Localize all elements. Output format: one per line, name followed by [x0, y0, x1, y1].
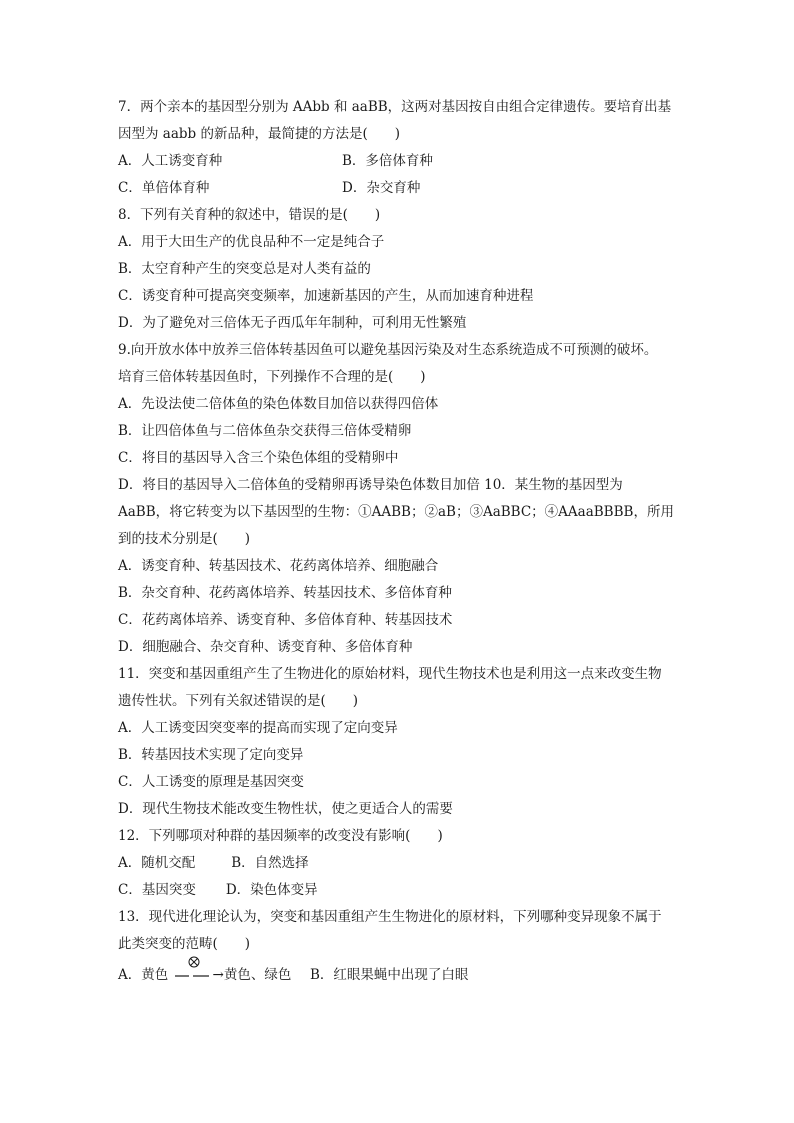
q11-option-d[interactable]: D．现代生物技术能改变生物性状，使之更适合人的需要: [118, 801, 453, 817]
q11-stem-line-1: 11．突变和基因重组产生了生物进化的原始材料，现代生物技术也是利用这一点来改变生物: [118, 666, 662, 682]
q12-option-d[interactable]: D．染色体变异: [225, 882, 318, 898]
q12-options-row-1: [118, 850, 678, 877]
q9-option-a[interactable]: A．先设法使二倍体鱼的染色体数目加倍以获得四倍体: [118, 396, 439, 412]
selfing-arrow-icon: [173, 969, 213, 983]
q8-stem: 8．下列有关育种的叙述中，错误的是( ): [118, 207, 381, 223]
q10-stem-line-1: AaBB，将它转变为以下基因型的生物：①AABB；②aB；③AaBBC；④AAaaBBBB，所用: [118, 504, 674, 520]
q7-options-row-2: [118, 175, 678, 202]
q7-options-row-1: [118, 148, 678, 175]
q9-option-b[interactable]: B．让四倍体鱼与二倍体鱼杂交获得三倍体受精卵: [118, 423, 412, 439]
q8-option-b[interactable]: B．太空育种产生的突变总是对人类有益的: [118, 261, 371, 277]
q13-option-a-parent: A．黄色: [118, 967, 169, 983]
q13-stem-line-1: 13．现代进化理论认为，突变和基因重组产生生物进化的原材料，下列哪种变异现象不属于: [118, 909, 662, 925]
q13-option-a-result: →黄色、绿色: [212, 967, 292, 983]
q13-stem-line-2: 此类突变的范畴( ): [118, 936, 251, 952]
q7-stem-line-1: 7．两个亲本的基因型分别为 AAbb 和 aaBB，这两对基因按自由组合定律遗传。要培育出基: [118, 99, 672, 115]
q8-option-c[interactable]: C．诱变育种可提高突变频率，加速新基因的产生，从而加速育种进程: [118, 288, 534, 304]
q10-option-b[interactable]: B．杂交育种、花药离体培养、转基因技术、多倍体育种: [118, 585, 452, 601]
q10-stem-line-2: 到的技术分别是( ): [118, 531, 251, 547]
q13-option-b[interactable]: B．红眼果蝇中出现了白眼: [309, 967, 469, 983]
q9-stem-line-2: 培育三倍体转基因鱼时，下列操作不合理的是( ): [118, 369, 426, 385]
worksheet: [118, 94, 678, 989]
q10-option-a[interactable]: A．诱变育种、转基因技术、花药离体培养、细胞融合: [118, 558, 439, 574]
q9-option-c[interactable]: C．将目的基因导入含三个染色体组的受精卵中: [118, 450, 399, 466]
q12-option-a[interactable]: A．随机交配: [118, 855, 196, 871]
q11-option-b[interactable]: B．转基因技术实现了定向变异: [118, 747, 304, 763]
q9-stem-line-1: 9.向开放水体中放养三倍体转基因鱼可以避免基因污染及对生态系统造成不可预测的破坏。: [118, 342, 658, 358]
q7-option-a[interactable]: A．人工诱变育种: [118, 153, 223, 169]
q7-option-d[interactable]: D．杂交育种: [342, 180, 421, 196]
q13-option-a[interactable]: [118, 967, 296, 983]
q7-option-c[interactable]: C．单倍体育种: [118, 180, 210, 196]
q11-option-c[interactable]: C．人工诱变的原理是基因突变: [118, 774, 304, 790]
q8-option-d[interactable]: D．为了避免对三倍体无子西瓜年年制种，可利用无性繁殖: [118, 315, 467, 331]
q12-option-c[interactable]: C．基因突变: [118, 882, 196, 898]
q8-option-a[interactable]: A．用于大田生产的优良品种不一定是纯合子: [118, 234, 385, 250]
q13-options-row: [118, 962, 678, 989]
q7-stem-line-2: 因型为 aabb 的新品种，最简捷的方法是( ): [118, 126, 400, 142]
q11-stem-line-2: 遗传性状。下列有关叙述错误的是( ): [118, 693, 359, 709]
q12-stem: 12．下列哪项对种群的基因频率的改变没有影响( ): [118, 828, 443, 844]
q10-option-d[interactable]: D．细胞融合、杂交育种、诱变育种、多倍体育种: [118, 639, 413, 655]
q12-options-row-2: [118, 877, 678, 904]
q7-option-b[interactable]: B．多倍体育种: [342, 153, 433, 169]
q11-option-a[interactable]: A．人工诱变因突变率的提高而实现了定向变异: [118, 720, 398, 736]
q10-option-c[interactable]: C．花药离体培养、诱变育种、多倍体育种、转基因技术: [118, 612, 453, 628]
q9-option-d[interactable]: D．将目的基因导入二倍体鱼的受精卵再诱导染色体数目加倍 10．某生物的基因型为: [118, 477, 623, 493]
q12-option-b[interactable]: B．自然选择: [231, 855, 309, 871]
